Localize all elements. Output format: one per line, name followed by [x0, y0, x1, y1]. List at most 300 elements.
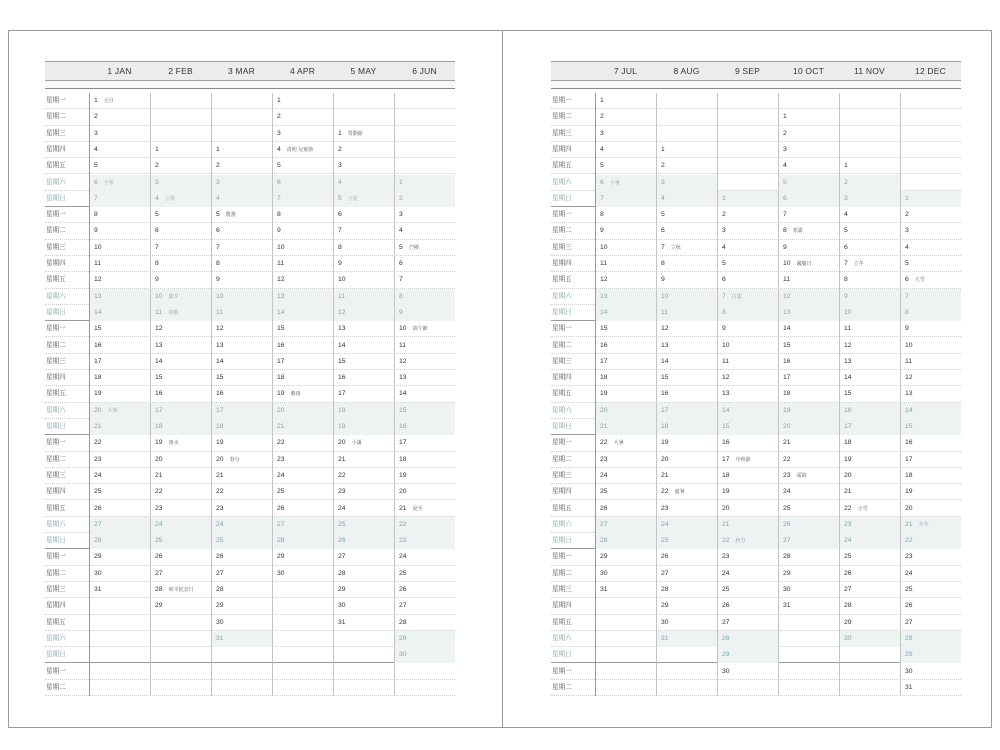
day-cell[interactable]	[656, 452, 717, 468]
day-cell[interactable]	[211, 158, 272, 174]
day-cell[interactable]	[778, 109, 839, 125]
day-cell[interactable]	[717, 647, 778, 663]
day-cell[interactable]	[211, 598, 272, 614]
day-cell[interactable]	[333, 126, 394, 142]
day-cell[interactable]	[656, 566, 717, 582]
day-cell[interactable]	[656, 403, 717, 419]
day-cell[interactable]	[717, 272, 778, 288]
day-cell[interactable]	[900, 370, 961, 386]
day-cell[interactable]	[656, 549, 717, 565]
day-cell[interactable]	[89, 484, 150, 500]
day-cell[interactable]	[333, 435, 394, 451]
day-cell[interactable]	[778, 272, 839, 288]
day-cell[interactable]	[394, 175, 455, 191]
day-cell[interactable]	[89, 289, 150, 305]
day-cell[interactable]	[211, 615, 272, 631]
day-cell[interactable]	[656, 435, 717, 451]
day-cell[interactable]	[839, 175, 900, 191]
day-cell[interactable]	[778, 126, 839, 142]
day-cell[interactable]	[717, 598, 778, 614]
day-cell[interactable]	[595, 240, 656, 256]
day-cell[interactable]	[150, 354, 211, 370]
day-cell[interactable]	[272, 403, 333, 419]
day-cell[interactable]	[839, 207, 900, 223]
day-cell[interactable]	[717, 468, 778, 484]
day-cell[interactable]	[394, 289, 455, 305]
day-cell[interactable]	[778, 533, 839, 549]
day-cell[interactable]	[272, 468, 333, 484]
day-cell[interactable]	[778, 142, 839, 158]
day-cell[interactable]	[839, 354, 900, 370]
day-cell[interactable]	[272, 321, 333, 337]
day-cell[interactable]	[717, 533, 778, 549]
day-cell[interactable]	[89, 533, 150, 549]
day-cell[interactable]	[333, 386, 394, 402]
day-cell[interactable]	[839, 582, 900, 598]
day-cell[interactable]	[595, 338, 656, 354]
day-cell[interactable]	[211, 370, 272, 386]
day-cell[interactable]	[900, 240, 961, 256]
day-cell[interactable]	[272, 419, 333, 435]
day-cell[interactable]	[272, 289, 333, 305]
day-cell[interactable]	[839, 338, 900, 354]
day-cell[interactable]	[211, 484, 272, 500]
day-cell[interactable]	[89, 142, 150, 158]
day-cell[interactable]	[394, 223, 455, 239]
day-cell[interactable]	[333, 191, 394, 207]
day-cell[interactable]	[89, 549, 150, 565]
day-cell[interactable]	[900, 256, 961, 272]
day-cell[interactable]	[717, 403, 778, 419]
day-cell[interactable]	[333, 142, 394, 158]
day-cell[interactable]	[900, 435, 961, 451]
day-cell[interactable]	[778, 386, 839, 402]
day-cell[interactable]	[150, 256, 211, 272]
day-cell[interactable]	[717, 484, 778, 500]
day-cell[interactable]	[900, 680, 961, 696]
day-cell[interactable]	[333, 321, 394, 337]
day-cell[interactable]	[89, 403, 150, 419]
day-cell[interactable]	[656, 484, 717, 500]
day-cell[interactable]	[900, 191, 961, 207]
day-cell[interactable]	[900, 321, 961, 337]
day-cell[interactable]	[900, 468, 961, 484]
day-cell[interactable]	[150, 533, 211, 549]
day-cell[interactable]	[900, 452, 961, 468]
day-cell[interactable]	[272, 256, 333, 272]
day-cell[interactable]	[272, 517, 333, 533]
day-cell[interactable]	[656, 419, 717, 435]
day-cell[interactable]	[211, 338, 272, 354]
day-cell[interactable]	[89, 370, 150, 386]
day-cell[interactable]	[272, 109, 333, 125]
day-cell[interactable]	[89, 566, 150, 582]
day-cell[interactable]	[272, 305, 333, 321]
day-cell[interactable]	[778, 354, 839, 370]
day-cell[interactable]	[333, 468, 394, 484]
day-cell[interactable]	[150, 452, 211, 468]
day-cell[interactable]	[839, 615, 900, 631]
day-cell[interactable]	[272, 223, 333, 239]
day-cell[interactable]	[595, 549, 656, 565]
day-cell[interactable]	[656, 240, 717, 256]
day-cell[interactable]	[211, 142, 272, 158]
day-cell[interactable]	[150, 321, 211, 337]
day-cell[interactable]	[717, 223, 778, 239]
day-cell[interactable]	[89, 158, 150, 174]
day-cell[interactable]	[333, 566, 394, 582]
day-cell[interactable]	[272, 126, 333, 142]
day-cell[interactable]	[333, 175, 394, 191]
day-cell[interactable]	[839, 223, 900, 239]
day-cell[interactable]	[211, 517, 272, 533]
day-cell[interactable]	[595, 354, 656, 370]
day-cell[interactable]	[333, 158, 394, 174]
day-cell[interactable]	[839, 403, 900, 419]
day-cell[interactable]	[717, 207, 778, 223]
day-cell[interactable]	[778, 566, 839, 582]
day-cell[interactable]	[656, 631, 717, 647]
day-cell[interactable]	[900, 647, 961, 663]
day-cell[interactable]	[595, 321, 656, 337]
day-cell[interactable]	[394, 403, 455, 419]
day-cell[interactable]	[656, 370, 717, 386]
day-cell[interactable]	[89, 191, 150, 207]
day-cell[interactable]	[656, 321, 717, 337]
day-cell[interactable]	[150, 386, 211, 402]
day-cell[interactable]	[900, 582, 961, 598]
day-cell[interactable]	[89, 321, 150, 337]
day-cell[interactable]	[333, 354, 394, 370]
day-cell[interactable]	[394, 566, 455, 582]
day-cell[interactable]	[272, 175, 333, 191]
day-cell[interactable]	[272, 370, 333, 386]
day-cell[interactable]	[394, 370, 455, 386]
day-cell[interactable]	[778, 403, 839, 419]
day-cell[interactable]	[656, 338, 717, 354]
day-cell[interactable]	[333, 615, 394, 631]
day-cell[interactable]	[839, 272, 900, 288]
day-cell[interactable]	[900, 403, 961, 419]
day-cell[interactable]	[778, 598, 839, 614]
day-cell[interactable]	[717, 305, 778, 321]
day-cell[interactable]	[778, 435, 839, 451]
day-cell[interactable]	[839, 468, 900, 484]
day-cell[interactable]	[211, 207, 272, 223]
day-cell[interactable]	[211, 419, 272, 435]
day-cell[interactable]	[89, 452, 150, 468]
day-cell[interactable]	[150, 338, 211, 354]
day-cell[interactable]	[272, 549, 333, 565]
day-cell[interactable]	[717, 256, 778, 272]
day-cell[interactable]	[333, 272, 394, 288]
day-cell[interactable]	[656, 354, 717, 370]
day-cell[interactable]	[778, 582, 839, 598]
day-cell[interactable]	[89, 419, 150, 435]
day-cell[interactable]	[394, 354, 455, 370]
day-cell[interactable]	[595, 158, 656, 174]
day-cell[interactable]	[211, 256, 272, 272]
day-cell[interactable]	[717, 517, 778, 533]
day-cell[interactable]	[272, 501, 333, 517]
day-cell[interactable]	[717, 191, 778, 207]
day-cell[interactable]	[150, 289, 211, 305]
day-cell[interactable]	[150, 207, 211, 223]
day-cell[interactable]	[150, 272, 211, 288]
day-cell[interactable]	[656, 582, 717, 598]
day-cell[interactable]	[150, 501, 211, 517]
day-cell[interactable]	[211, 289, 272, 305]
day-cell[interactable]	[595, 533, 656, 549]
day-cell[interactable]	[150, 142, 211, 158]
day-cell[interactable]	[150, 403, 211, 419]
day-cell[interactable]	[595, 386, 656, 402]
day-cell[interactable]	[839, 566, 900, 582]
day-cell[interactable]	[150, 240, 211, 256]
day-cell[interactable]	[89, 240, 150, 256]
day-cell[interactable]	[717, 240, 778, 256]
day-cell[interactable]	[89, 517, 150, 533]
day-cell[interactable]	[89, 582, 150, 598]
day-cell[interactable]	[717, 501, 778, 517]
day-cell[interactable]	[900, 631, 961, 647]
day-cell[interactable]	[89, 305, 150, 321]
day-cell[interactable]	[839, 631, 900, 647]
day-cell[interactable]	[900, 484, 961, 500]
day-cell[interactable]	[900, 386, 961, 402]
day-cell[interactable]	[272, 93, 333, 109]
day-cell[interactable]	[595, 272, 656, 288]
day-cell[interactable]	[333, 370, 394, 386]
day-cell[interactable]	[778, 305, 839, 321]
day-cell[interactable]	[839, 452, 900, 468]
day-cell[interactable]	[394, 598, 455, 614]
day-cell[interactable]	[272, 533, 333, 549]
day-cell[interactable]	[211, 191, 272, 207]
day-cell[interactable]	[595, 403, 656, 419]
day-cell[interactable]	[900, 338, 961, 354]
day-cell[interactable]	[839, 386, 900, 402]
day-cell[interactable]	[333, 517, 394, 533]
day-cell[interactable]	[595, 126, 656, 142]
day-cell[interactable]	[394, 272, 455, 288]
day-cell[interactable]	[717, 370, 778, 386]
day-cell[interactable]	[778, 452, 839, 468]
day-cell[interactable]	[394, 549, 455, 565]
day-cell[interactable]	[595, 223, 656, 239]
day-cell[interactable]	[595, 93, 656, 109]
day-cell[interactable]	[150, 566, 211, 582]
day-cell[interactable]	[333, 403, 394, 419]
day-cell[interactable]	[778, 191, 839, 207]
day-cell[interactable]	[717, 435, 778, 451]
day-cell[interactable]	[900, 501, 961, 517]
day-cell[interactable]	[717, 615, 778, 631]
day-cell[interactable]	[272, 566, 333, 582]
day-cell[interactable]	[89, 93, 150, 109]
day-cell[interactable]	[394, 338, 455, 354]
day-cell[interactable]	[211, 240, 272, 256]
day-cell[interactable]	[839, 517, 900, 533]
day-cell[interactable]	[211, 321, 272, 337]
day-cell[interactable]	[900, 517, 961, 533]
day-cell[interactable]	[211, 533, 272, 549]
day-cell[interactable]	[656, 615, 717, 631]
day-cell[interactable]	[839, 435, 900, 451]
day-cell[interactable]	[595, 582, 656, 598]
day-cell[interactable]	[778, 289, 839, 305]
day-cell[interactable]	[595, 484, 656, 500]
day-cell[interactable]	[717, 386, 778, 402]
day-cell[interactable]	[778, 370, 839, 386]
day-cell[interactable]	[89, 223, 150, 239]
day-cell[interactable]	[394, 501, 455, 517]
day-cell[interactable]	[150, 598, 211, 614]
day-cell[interactable]	[333, 289, 394, 305]
day-cell[interactable]	[595, 175, 656, 191]
day-cell[interactable]	[717, 338, 778, 354]
day-cell[interactable]	[333, 549, 394, 565]
day-cell[interactable]	[333, 533, 394, 549]
day-cell[interactable]	[272, 338, 333, 354]
day-cell[interactable]	[394, 256, 455, 272]
day-cell[interactable]	[89, 175, 150, 191]
day-cell[interactable]	[656, 386, 717, 402]
day-cell[interactable]	[778, 484, 839, 500]
day-cell[interactable]	[394, 305, 455, 321]
day-cell[interactable]	[333, 223, 394, 239]
day-cell[interactable]	[839, 191, 900, 207]
day-cell[interactable]	[778, 223, 839, 239]
day-cell[interactable]	[150, 484, 211, 500]
day-cell[interactable]	[394, 435, 455, 451]
day-cell[interactable]	[272, 272, 333, 288]
day-cell[interactable]	[333, 582, 394, 598]
day-cell[interactable]	[595, 501, 656, 517]
day-cell[interactable]	[211, 631, 272, 647]
day-cell[interactable]	[839, 289, 900, 305]
day-cell[interactable]	[717, 566, 778, 582]
day-cell[interactable]	[656, 533, 717, 549]
day-cell[interactable]	[394, 647, 455, 663]
day-cell[interactable]	[150, 419, 211, 435]
day-cell[interactable]	[778, 158, 839, 174]
day-cell[interactable]	[394, 419, 455, 435]
day-cell[interactable]	[150, 158, 211, 174]
day-cell[interactable]	[656, 501, 717, 517]
day-cell[interactable]	[595, 142, 656, 158]
day-cell[interactable]	[211, 468, 272, 484]
day-cell[interactable]	[595, 305, 656, 321]
day-cell[interactable]	[333, 501, 394, 517]
day-cell[interactable]	[211, 175, 272, 191]
day-cell[interactable]	[394, 615, 455, 631]
day-cell[interactable]	[272, 354, 333, 370]
day-cell[interactable]	[333, 598, 394, 614]
day-cell[interactable]	[778, 468, 839, 484]
day-cell[interactable]	[150, 517, 211, 533]
day-cell[interactable]	[656, 598, 717, 614]
day-cell[interactable]	[333, 419, 394, 435]
day-cell[interactable]	[272, 207, 333, 223]
day-cell[interactable]	[900, 549, 961, 565]
day-cell[interactable]	[839, 598, 900, 614]
day-cell[interactable]	[211, 582, 272, 598]
day-cell[interactable]	[89, 468, 150, 484]
day-cell[interactable]	[717, 582, 778, 598]
day-cell[interactable]	[778, 517, 839, 533]
day-cell[interactable]	[778, 338, 839, 354]
day-cell[interactable]	[272, 452, 333, 468]
day-cell[interactable]	[333, 207, 394, 223]
day-cell[interactable]	[333, 305, 394, 321]
day-cell[interactable]	[656, 142, 717, 158]
day-cell[interactable]	[656, 256, 717, 272]
day-cell[interactable]	[656, 175, 717, 191]
day-cell[interactable]	[717, 452, 778, 468]
day-cell[interactable]	[839, 321, 900, 337]
day-cell[interactable]	[778, 419, 839, 435]
day-cell[interactable]	[839, 484, 900, 500]
day-cell[interactable]	[150, 223, 211, 239]
day-cell[interactable]	[211, 549, 272, 565]
day-cell[interactable]	[656, 207, 717, 223]
day-cell[interactable]	[900, 664, 961, 680]
day-cell[interactable]	[595, 419, 656, 435]
day-cell[interactable]	[595, 517, 656, 533]
day-cell[interactable]	[150, 582, 211, 598]
day-cell[interactable]	[89, 256, 150, 272]
day-cell[interactable]	[150, 191, 211, 207]
day-cell[interactable]	[272, 158, 333, 174]
day-cell[interactable]	[333, 256, 394, 272]
day-cell[interactable]	[211, 305, 272, 321]
day-cell[interactable]	[778, 207, 839, 223]
day-cell[interactable]	[717, 419, 778, 435]
day-cell[interactable]	[595, 289, 656, 305]
day-cell[interactable]	[333, 338, 394, 354]
day-cell[interactable]	[89, 354, 150, 370]
day-cell[interactable]	[900, 419, 961, 435]
day-cell[interactable]	[900, 354, 961, 370]
day-cell[interactable]	[900, 615, 961, 631]
day-cell[interactable]	[211, 403, 272, 419]
day-cell[interactable]	[900, 566, 961, 582]
day-cell[interactable]	[595, 191, 656, 207]
day-cell[interactable]	[778, 175, 839, 191]
day-cell[interactable]	[839, 240, 900, 256]
day-cell[interactable]	[211, 501, 272, 517]
day-cell[interactable]	[150, 175, 211, 191]
day-cell[interactable]	[394, 191, 455, 207]
day-cell[interactable]	[717, 289, 778, 305]
day-cell[interactable]	[394, 468, 455, 484]
day-cell[interactable]	[900, 598, 961, 614]
day-cell[interactable]	[717, 664, 778, 680]
day-cell[interactable]	[778, 549, 839, 565]
day-cell[interactable]	[717, 354, 778, 370]
day-cell[interactable]	[656, 468, 717, 484]
day-cell[interactable]	[150, 305, 211, 321]
day-cell[interactable]	[778, 256, 839, 272]
day-cell[interactable]	[89, 272, 150, 288]
day-cell[interactable]	[211, 223, 272, 239]
day-cell[interactable]	[150, 549, 211, 565]
day-cell[interactable]	[89, 501, 150, 517]
day-cell[interactable]	[595, 452, 656, 468]
day-cell[interactable]	[839, 256, 900, 272]
day-cell[interactable]	[656, 158, 717, 174]
